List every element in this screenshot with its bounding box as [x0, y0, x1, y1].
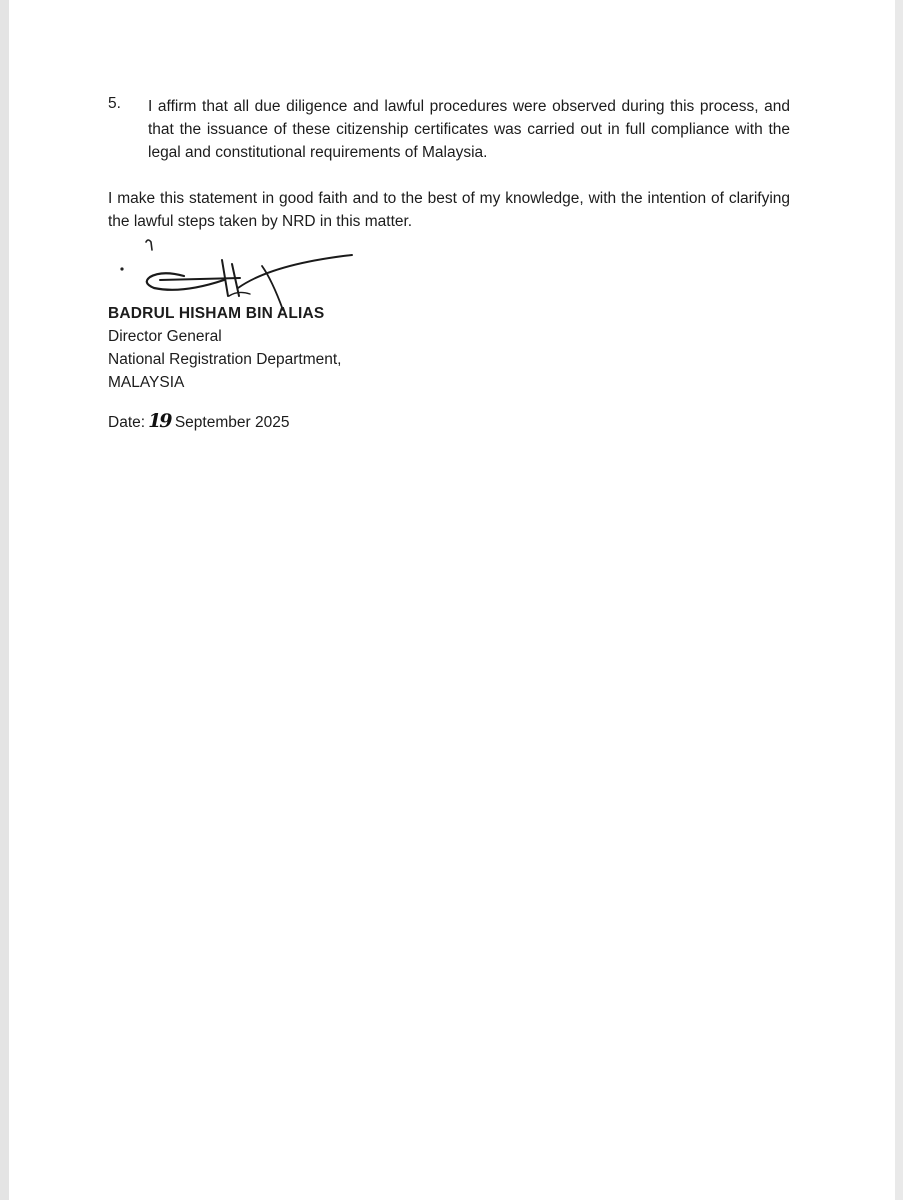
- date-line: [108, 410, 289, 434]
- page-left-edge: [0, 0, 9, 1200]
- paragraph-number: 5.: [108, 95, 121, 112]
- date-month-year: September 2025: [174, 414, 290, 431]
- signatory-department: National Registration Department,: [108, 351, 342, 368]
- closing-statement: I make this statement in good faith and to the best of my knowledge, with the intention of clarifying the lawful steps taken by NRD in this matter.: [108, 190, 790, 230]
- handwritten-day: 19: [148, 410, 171, 432]
- page-right-edge: [895, 0, 903, 1200]
- date-label: Date:: [108, 414, 146, 431]
- signatory-name: BADRUL HISHAM BIN ALIAS: [108, 305, 325, 322]
- signature-block: [108, 302, 341, 394]
- numbered-paragraph: [108, 95, 790, 164]
- signatory-title: Director General: [108, 328, 222, 345]
- paragraph-text: I affirm that all due diligence and lawful procedures were observed during this process, and that the issuance of these citizenship certificates was carried out in full compliance with the legal and constitutional requirements of Malaysia.: [148, 98, 790, 161]
- signatory-country: MALAYSIA: [108, 374, 185, 391]
